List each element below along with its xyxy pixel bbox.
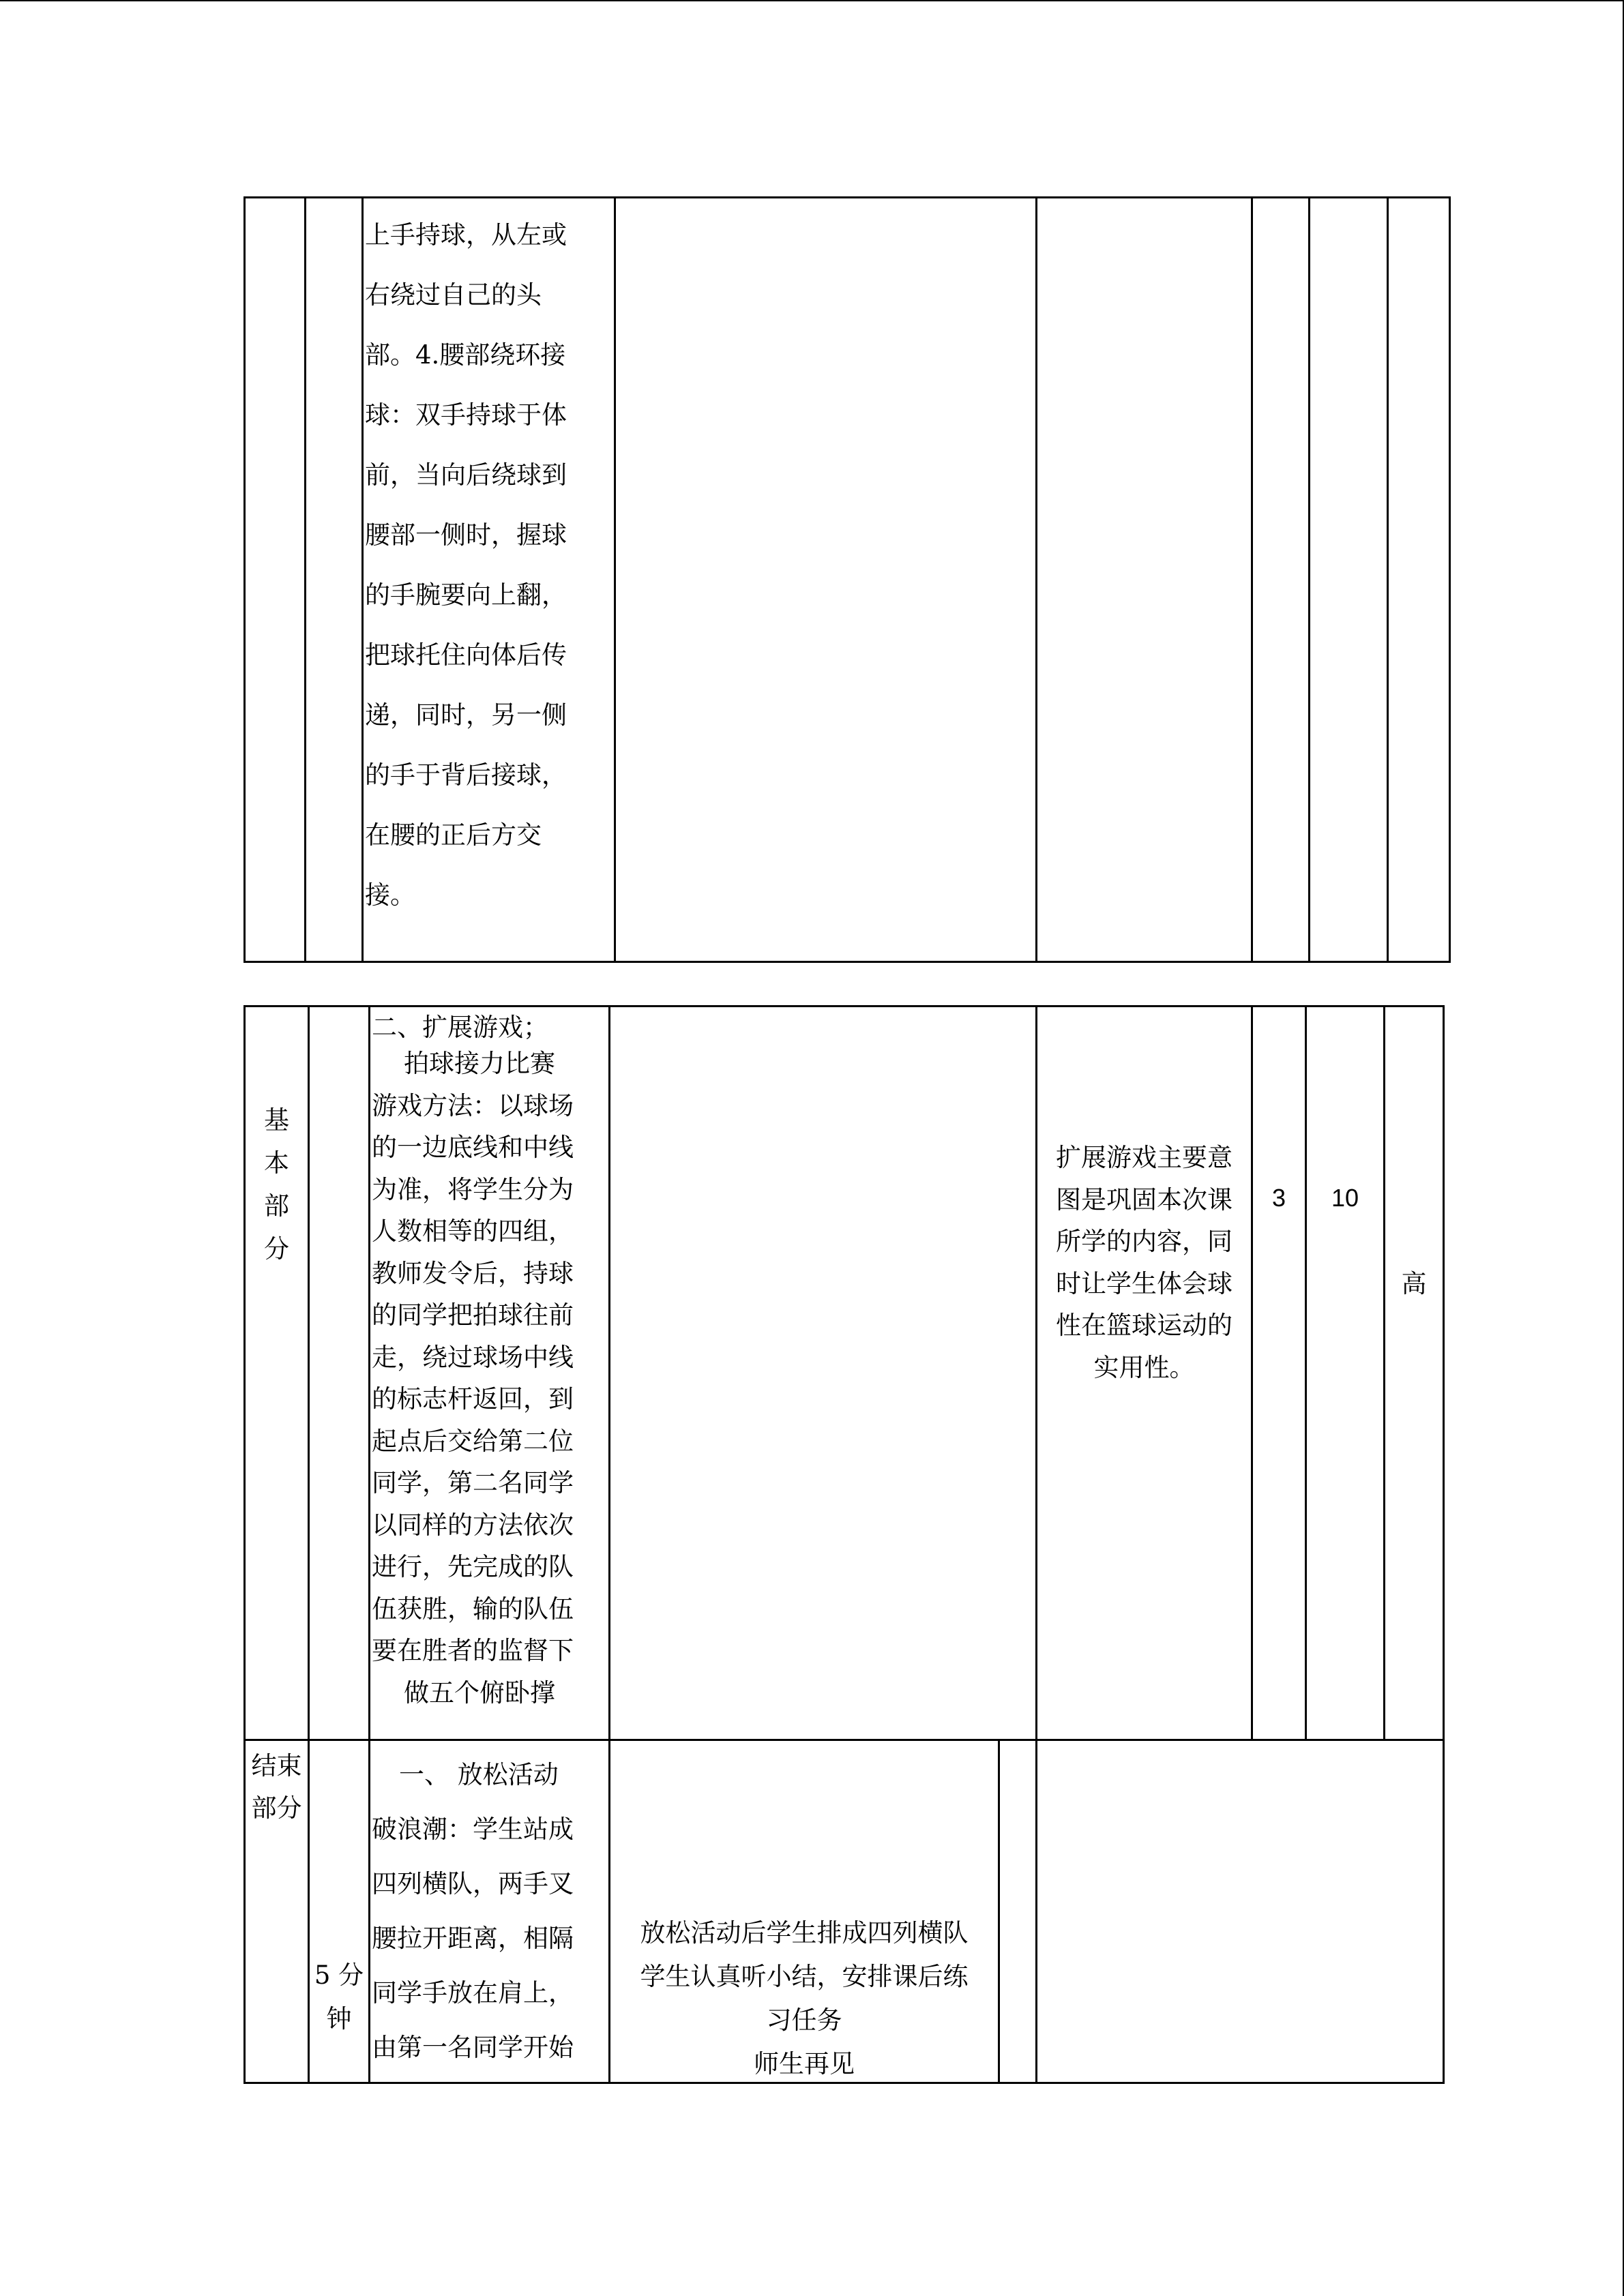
text-line: 腰部一侧时，握球 — [365, 520, 567, 550]
basic-section-label — [246, 1099, 308, 1270]
label-char: 分 — [264, 1234, 289, 1264]
text-line: 的手腕要向上翻， — [365, 580, 567, 610]
text-line: 游戏方法：以球场 — [372, 1090, 574, 1120]
label-char: 部 — [264, 1191, 289, 1221]
text-line: 在腰的正后方交 — [365, 820, 542, 850]
basic-intent-text — [1037, 1137, 1251, 1388]
text-line: 师生再见 — [754, 2049, 855, 2078]
text-line: 实用性。 — [1093, 1352, 1195, 1382]
text-line: 时让学生体会球 — [1056, 1268, 1232, 1298]
ending-section-label-cell — [243, 1739, 310, 2084]
text-line: 把球托住向体后传 — [365, 640, 567, 670]
text-line: 所学的内容，同 — [1056, 1227, 1232, 1256]
content-text — [365, 205, 610, 925]
text-line: 的标志杆返回，到 — [372, 1384, 574, 1414]
basic-count-cell — [1251, 1005, 1307, 1741]
basic-organization-cell — [608, 1005, 1037, 1741]
basic-section-label-cell — [243, 1005, 310, 1741]
text-line: 学生认真听小结，安排课后练 — [640, 1962, 969, 1991]
text-line: 要在胜者的监督下 — [372, 1636, 574, 1665]
text-line: 同学，第二名同学 — [372, 1468, 574, 1497]
ending-content-text — [372, 1748, 609, 2075]
text-line: 球：双手持球于体 — [365, 400, 567, 430]
text-line: 的手于背后接球， — [365, 760, 567, 790]
intensity-cell — [1387, 196, 1451, 963]
ending-time-text — [310, 1954, 368, 2041]
minutes-cell — [1308, 196, 1389, 963]
text-line: 由第一名同学开始 — [372, 2033, 574, 2062]
basic-minutes-cell — [1305, 1005, 1385, 1741]
label-line: 部分 — [251, 1793, 302, 1823]
text-line: 上手持球，从左或 — [365, 220, 567, 250]
basic-time-cell — [308, 1005, 370, 1741]
basic-content-text — [372, 1013, 609, 1714]
text-line: 右绕过自己的头 — [365, 280, 542, 310]
basic-count-value: 3 — [1271, 1184, 1286, 1212]
text-line: 性在篮球运动的 — [1056, 1311, 1232, 1340]
basic-minutes-value: 10 — [1331, 1184, 1359, 1212]
time-cell — [304, 196, 364, 963]
text-line: 的一边底线和中线 — [372, 1133, 574, 1162]
text-line: 教师发令后，持球 — [372, 1258, 574, 1288]
text-line: 扩展游戏主要意 — [1056, 1143, 1232, 1172]
text-line: 四列横队，两手叉 — [372, 1869, 574, 1898]
time-line: 5 分 — [314, 1960, 364, 1990]
text-line: 伍获胜，输的队伍 — [372, 1594, 574, 1624]
text-line: 破浪潮：学生站成 — [372, 1815, 574, 1844]
text-line: 一、 放松活动 — [399, 1760, 559, 1789]
intent-cell — [1035, 196, 1253, 963]
text-line: 二、扩展游戏； — [372, 1013, 548, 1042]
basic-content-cell — [368, 1005, 610, 1741]
basic-intent-cell — [1035, 1005, 1253, 1741]
text-line: 起点后交给第二位 — [372, 1426, 574, 1456]
text-line: 接。 — [365, 880, 415, 910]
text-line: 做五个俯卧撑 — [404, 1678, 555, 1708]
text-line: 拍球接力比赛 — [404, 1049, 555, 1078]
text-line: 腰拉开距离，相隔 — [372, 1924, 574, 1953]
ending-remaining-cell — [1035, 1739, 1445, 2084]
text-line: 部。4.腰部绕环接 — [365, 340, 566, 370]
text-line: 人数相等的四组， — [372, 1217, 574, 1246]
text-line: 进行，先完成的队 — [372, 1552, 574, 1581]
time-line: 钟 — [326, 2004, 352, 2033]
text-line: 走，绕过球场中线 — [372, 1342, 574, 1372]
organization-cell — [614, 196, 1037, 963]
ending-time-cell — [308, 1739, 370, 2084]
ending-organization-cell — [608, 1739, 1000, 2084]
content-cell — [361, 196, 616, 963]
label-char: 基 — [264, 1105, 289, 1135]
ending-content-cell — [368, 1739, 610, 2084]
text-line: 放松活动后学生排成四列横队 — [640, 1918, 969, 1948]
basic-intensity-cell — [1383, 1005, 1445, 1741]
text-line: 同学手放在肩上， — [372, 1978, 574, 2008]
text-line: 图是巩固本次课 — [1056, 1184, 1232, 1214]
text-line: 习任务 — [766, 2006, 842, 2035]
text-line: 递，同时，另一侧 — [365, 700, 567, 730]
ending-section-label — [246, 1745, 308, 1830]
ending-narrow-cell — [998, 1739, 1037, 2084]
ending-organization-text — [610, 1911, 998, 2086]
text-line: 的同学把拍球往前 — [372, 1300, 574, 1330]
label-line: 结束 — [251, 1751, 302, 1780]
text-line: 为准，将学生分为 — [372, 1174, 574, 1204]
text-line: 前，当向后绕球到 — [365, 460, 567, 490]
basic-intensity-value: 高 — [1401, 1269, 1427, 1298]
count-cell — [1251, 196, 1310, 963]
text-line: 以同样的方法依次 — [372, 1510, 574, 1540]
label-char: 本 — [264, 1148, 289, 1178]
section-cell — [243, 196, 306, 963]
